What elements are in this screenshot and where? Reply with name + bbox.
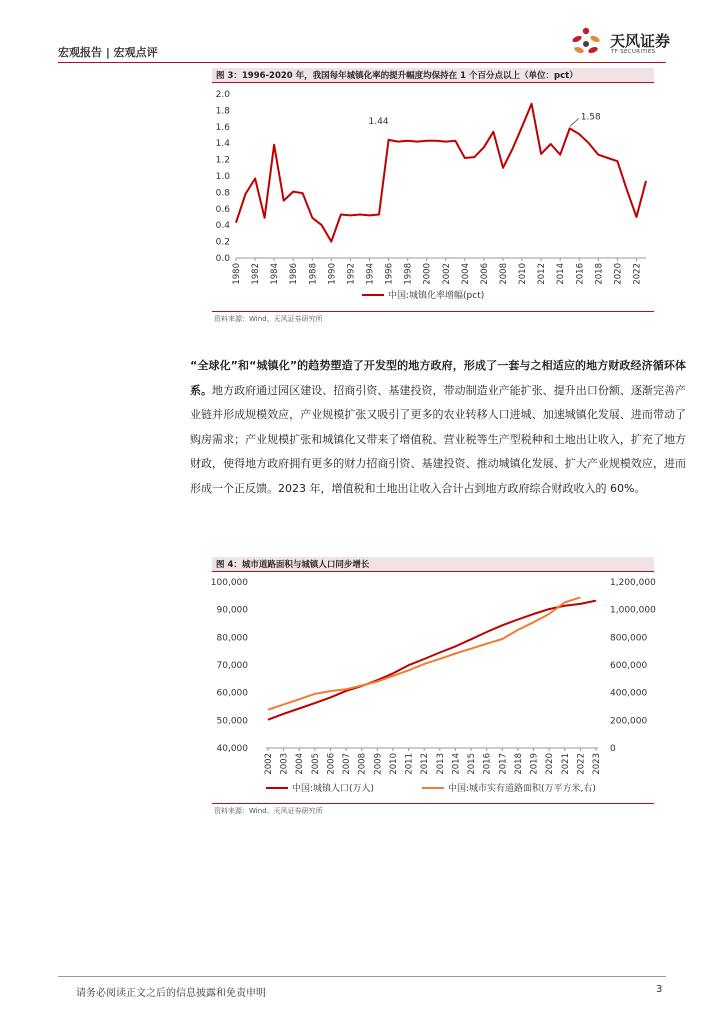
x-tick-label: 2002	[441, 263, 452, 285]
body-paragraph-lead: “全球化”和“城镇化”的趋势塑造了开发型的地方政府，形成了一套与之相适应的地方财政经济循环体系。	[190, 359, 686, 397]
y-tick-label-left: 100,000	[210, 578, 248, 588]
y-tick-label: 1.8	[215, 106, 230, 117]
y-tick-label: 2.0	[215, 90, 230, 100]
x-tick-label: 1998	[403, 263, 414, 285]
y-tick-label-right: 0	[610, 744, 616, 754]
x-tick-label: 2014	[451, 753, 462, 775]
x-tick-label: 1994	[365, 263, 376, 285]
x-tick-label: 2015	[467, 753, 478, 775]
series-line-urban-population	[268, 601, 596, 720]
logo-text: 天风证券	[610, 32, 671, 50]
body-paragraph-text: 地方政府通过园区建设、招商引资、基建投资，带动制造业产能扩张、提升出口份额、逐渐完善产业链并形成规模效应，产业规模扩张又吸引了更多的农业转移人口进城、加速城镇化发展、进而带动了购房需求；产业规模扩张和城镇化又带来了增值税、营业税等生产型税种和土地出让收入，扩充了地方财政，使得地方政府拥有更多的财力招商引资、基建投资、推动城镇化发展、扩大产业规模效应，进而形成一个正反馈。2023 年，增值税和土地出让收入合计占到地方政府综合财政收入的 60%。	[190, 383, 686, 495]
x-tick-label: 2008	[357, 753, 368, 775]
y-tick-label-left: 40,000	[216, 744, 248, 754]
x-tick-label: 2008	[498, 263, 509, 285]
logo-petal	[571, 35, 582, 44]
x-tick-label: 1982	[251, 263, 262, 285]
x-tick-label: 2022	[632, 263, 643, 285]
y-tick-label: 0.8	[215, 188, 230, 199]
figure4-title: 图 4：城市道路面积与城镇人口同步增长	[216, 560, 370, 570]
x-tick-label: 1986	[289, 263, 300, 285]
y-tick-label: 1.6	[215, 122, 230, 133]
legend-label: 中国:城市实有道路面积(万平方米,右)	[448, 784, 596, 794]
y-tick-label-left: 60,000	[216, 688, 248, 699]
x-tick-label: 2012	[420, 753, 431, 775]
y-tick-label: 0.4	[215, 221, 230, 232]
x-tick-label: 1984	[270, 263, 281, 285]
x-tick-label: 1990	[327, 263, 338, 285]
page-number: 3	[656, 984, 663, 995]
footer-disclaimer: 请务必阅读正文之后的信息披露和免责申明	[76, 988, 266, 999]
y-tick-label: 1.0	[215, 172, 230, 182]
x-tick-label: 1992	[346, 263, 357, 285]
footer-rule	[58, 976, 666, 977]
logo-petal	[587, 46, 598, 54]
x-tick-label: 1988	[308, 263, 319, 285]
x-tick-label: 2011	[404, 753, 415, 775]
x-tick-label: 2023	[592, 753, 602, 775]
y-tick-label: 0.2	[215, 237, 230, 248]
x-tick-label: 2010	[388, 753, 399, 775]
figure3-chart	[200, 84, 660, 310]
x-tick-label: 2004	[295, 753, 306, 775]
y-tick-label: 0.6	[215, 204, 230, 215]
x-tick-label: 2006	[479, 263, 490, 285]
y-tick-label-left: 50,000	[216, 716, 248, 727]
y-tick-label: 1.2	[215, 155, 230, 166]
y-tick-label-right: 400,000	[610, 688, 648, 699]
y-tick-label-left: 90,000	[216, 605, 248, 616]
figure3-source-rule	[212, 311, 654, 312]
x-tick-label: 2010	[518, 263, 529, 285]
y-tick-label-right: 200,000	[610, 716, 648, 727]
body-paragraph	[190, 354, 686, 501]
logo-petal	[573, 46, 584, 54]
y-tick-label-right: 800,000	[610, 633, 648, 644]
x-tick-label: 2006	[326, 753, 337, 775]
x-tick-label: 2019	[529, 753, 540, 775]
series-line-urbanization-increase	[236, 104, 646, 242]
data-annotation: 1.44	[368, 116, 389, 127]
x-tick-label: 2005	[310, 753, 321, 775]
logo-center	[583, 41, 589, 47]
x-tick-label: 2021	[560, 753, 571, 775]
x-tick-label: 2017	[498, 753, 509, 775]
y-tick-label: 0.0	[215, 254, 230, 264]
x-tick-label: 2013	[435, 753, 446, 775]
y-tick-label-left: 70,000	[216, 661, 248, 671]
x-tick-label: 2002	[264, 753, 274, 775]
figure4-chart	[200, 572, 670, 802]
header-rule	[58, 62, 666, 63]
logo-subtext: TF SECURITIES	[611, 49, 656, 55]
annotation-leader-line	[570, 118, 579, 126]
x-tick-label: 2012	[537, 263, 548, 285]
x-tick-label: 2018	[594, 263, 605, 285]
logo-petal	[589, 35, 600, 44]
x-tick-label: 2016	[575, 263, 586, 285]
x-tick-label: 2020	[545, 753, 556, 775]
figure3-title: 图 3：1996-2020 年，我国每年城镇化率的提升幅度均保持在 1 个百分点以上（单位：pct）	[216, 71, 578, 81]
y-tick-label: 1.4	[215, 139, 230, 150]
x-tick-label: 2004	[460, 263, 471, 285]
x-tick-label: 2014	[556, 263, 567, 285]
x-tick-label: 2000	[422, 263, 433, 285]
report-section-label: 宏观报告 | 宏观点评	[58, 46, 158, 59]
legend-label: 中国:城镇化率增幅(pct)	[388, 291, 485, 301]
x-tick-label: 2020	[613, 263, 624, 285]
logo-dot	[583, 28, 589, 34]
y-tick-label-left: 80,000	[216, 633, 248, 644]
x-tick-label: 2018	[513, 753, 524, 775]
x-tick-label: 2022	[576, 753, 587, 775]
y-tick-label-right: 1,000,000	[610, 605, 656, 616]
x-tick-label: 1980	[232, 263, 242, 285]
x-tick-label: 2016	[482, 753, 493, 775]
data-annotation: 1.58	[580, 112, 601, 123]
x-tick-label: 1996	[384, 263, 395, 285]
y-tick-label-right: 600,000	[610, 661, 648, 671]
y-tick-label-right: 1,200,000	[610, 578, 656, 588]
x-tick-label: 2003	[279, 753, 290, 775]
x-tick-label: 2009	[373, 753, 384, 775]
figure3-source: 资料来源：Wind、天风证券研究所	[214, 315, 323, 323]
figure4-source-rule	[212, 803, 654, 804]
legend-label: 中国:城镇人口(万人)	[292, 784, 375, 794]
x-tick-label: 2007	[342, 753, 353, 775]
figure4-source: 资料来源：Wind、天风证券研究所	[214, 807, 323, 815]
